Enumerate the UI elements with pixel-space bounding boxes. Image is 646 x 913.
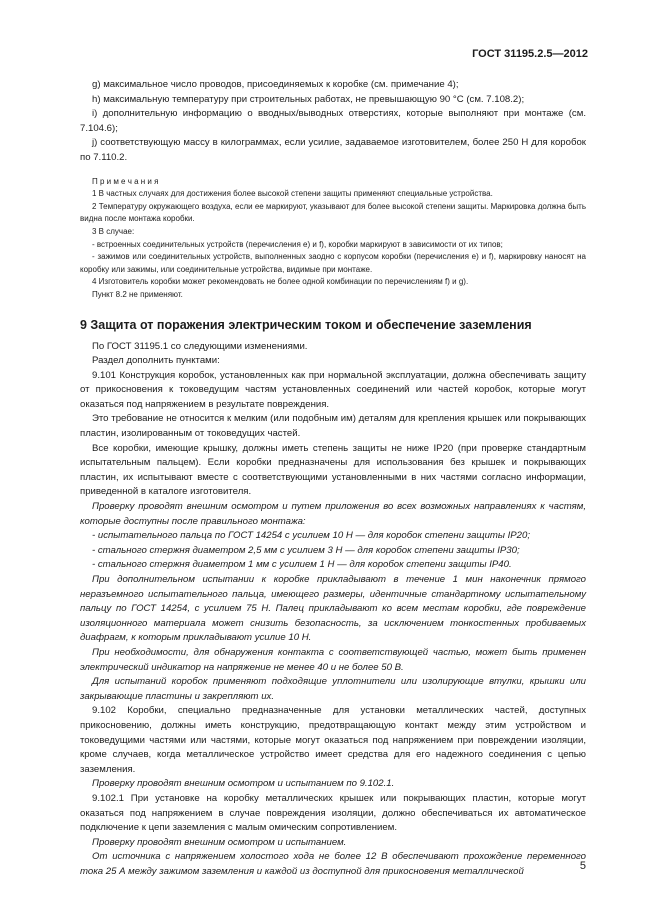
section-heading: 9 Защита от поражения электрическим током и обеспечение заземления [80,317,532,332]
section-paragraph: Все коробки, имеющие крышку, должны иметь степень защиты не ниже IP20 (при проверке стандартным испытательным пальцем). Если коробки предназначены для использования без крышек и покрывающих пластин, их испытывают вместе с соответствующими установленными в них частями согласно информации, приведенной в каталоге изготовителя. [80,442,586,498]
note-item: - зажимов или соединительных устройств, выполненных заодно с корпусом коробки (перечисления е) и f), маркировку наносят на коробку или зажимы, или соединительные устройства, видимые при монтаже. [80,252,586,274]
section-paragraph: Для испытаний коробок применяют подходящие уплотнители или изолирующие втулки, крышки или закрывающие пластины и закрепляют их. [80,676,586,702]
list-item: i) дополнительную информацию о вводных/выводных отверстиях, которые выполняют при монтаже (см. 7.104.6); [80,108,586,134]
section-paragraph: От источника с напряжением холостого хода не более 12 В обеспечивают прохождение переменного тока 25 А между зажимом заземления и каждой из доступной для прикосновения металлической [80,851,586,877]
section-paragraph: Проверку проводят внешним осмотром и испытанием по 9.102.1. [92,778,395,790]
section-paragraph: - стального стержня диаметром 2,5 мм с усилием 3 Н — для коробок степени защиты IP30; [92,544,520,556]
list-item: j) соответствующую массу в килограммах, если усилие, задаваемое изготовителем, более 250 Н для коробок по 7.110.2. [80,137,586,163]
section-paragraph: - стального стержня диаметром 1 мм с усилием 1 Н — для коробок степени защиты IP40. [92,559,512,571]
notes-block [80,176,586,302]
notes-title: П р и м е ч а н и я [92,176,159,186]
note-item: 2 Температуру окружающего воздуха, если ее маркируют, указывают для более высокой степени защиты. Маркировка должна быть видна после монтажа коробки. [80,201,586,224]
section-paragraph: По ГОСТ 31195.1 со следующими изменениями. [92,340,308,352]
section-paragraph: Проверку проводят внешним осмотром и путем приложения во всех возможных направлениях к частям, которые доступны после правильного монтажа: [80,501,586,527]
list-item: g) максимальное число проводов, присоединяемых к коробке (см. примечание 4); [92,79,459,90]
section-paragraph: При необходимости, для обнаружения контакта с соответствующей частью, может быть применен электрический индикатор на напряжение не менее 40 и не более 50 В. [80,646,586,673]
note-item: 3 В случае: [92,226,135,236]
note-item: 4 Изготовитель коробки может рекомендовать не более одной комбинации по перечислениям f) и g). [92,277,469,287]
section-paragraph: 9.101 Конструкция коробок, установленных как при нормальной эксплуатации, должна обеспечивать защиту от прикосновения к токоведущим частям установленных соединений или частей коробок, которые могут оказаться под напряжением в результате повреждения. [80,369,586,410]
list-block [80,78,586,166]
section-paragraph: Это требование не относится к мелким (или подобным им) деталям для крепления крышек или покрывающих пластин, изолированным от токоведущих частей. [80,413,586,440]
note-item: 1 В частных случаях для достижения более высокой степени защиты применяют специальные устройства. [92,189,493,199]
list-item: h) максимальную температуру при строительных работах, не превышающую 90 °C (см. 7.108.2); [92,93,525,105]
document-header: ГОСТ 31195.2.5—2012 [472,48,588,60]
section-paragraph: - испытательного пальца по ГОСТ 14254 с усилием 10 Н — для коробок степени защиты IP20; [92,530,531,542]
section-paragraph: 9.102 Коробки, специально предназначенные для установки металлических частей, доступных прикосновению, должны иметь конструкцию, предотвращающую контакт между этим устройством и токоведущими частями или частями, которые могут оказаться под напряжением при повреждении изоляции, кроме случаев, когда металлическое устройство имеет средства для его надежного соединения с цепью заземления. [80,705,586,775]
note-item: - встроенных соединительных устройств (перечисления е) и f), коробки маркируют в зависимости от их типов; [92,239,503,249]
page-content [80,78,586,879]
section-body [80,340,586,880]
section-paragraph: При дополнительном испытании к коробке прикладывают в течение 1 мин наконечник прямого неразъемного испытательного пальца, имеющего размеры, идентичные стандартному испытательному пальцу по ГОСТ 14254, с усилием 75 Н. Палец прикладывают ко всем местам коробки, где повреждение изоляционного материала может снизить безопасность, за исключением тонкостенных пробиваемых диафрагм, к которым прикладывают усилие 10 Н. [80,574,586,644]
page-number: 5 [579,860,586,872]
section-paragraph: Раздел дополнить пунктами: [92,355,220,367]
section-paragraph: Проверку проводят внешним осмотром и испытанием. [92,836,347,848]
section-paragraph: 9.102.1 При установке на коробку металлических крышек или покрывающих пластин, которые могут оказаться под напряжением в случае повреждения изоляции, должно обеспечиваться их автоматическое подключение к цепи заземления с малым омическим сопротивлением. [80,792,586,834]
note-item: Пункт 8.2 не применяют. [92,289,183,299]
